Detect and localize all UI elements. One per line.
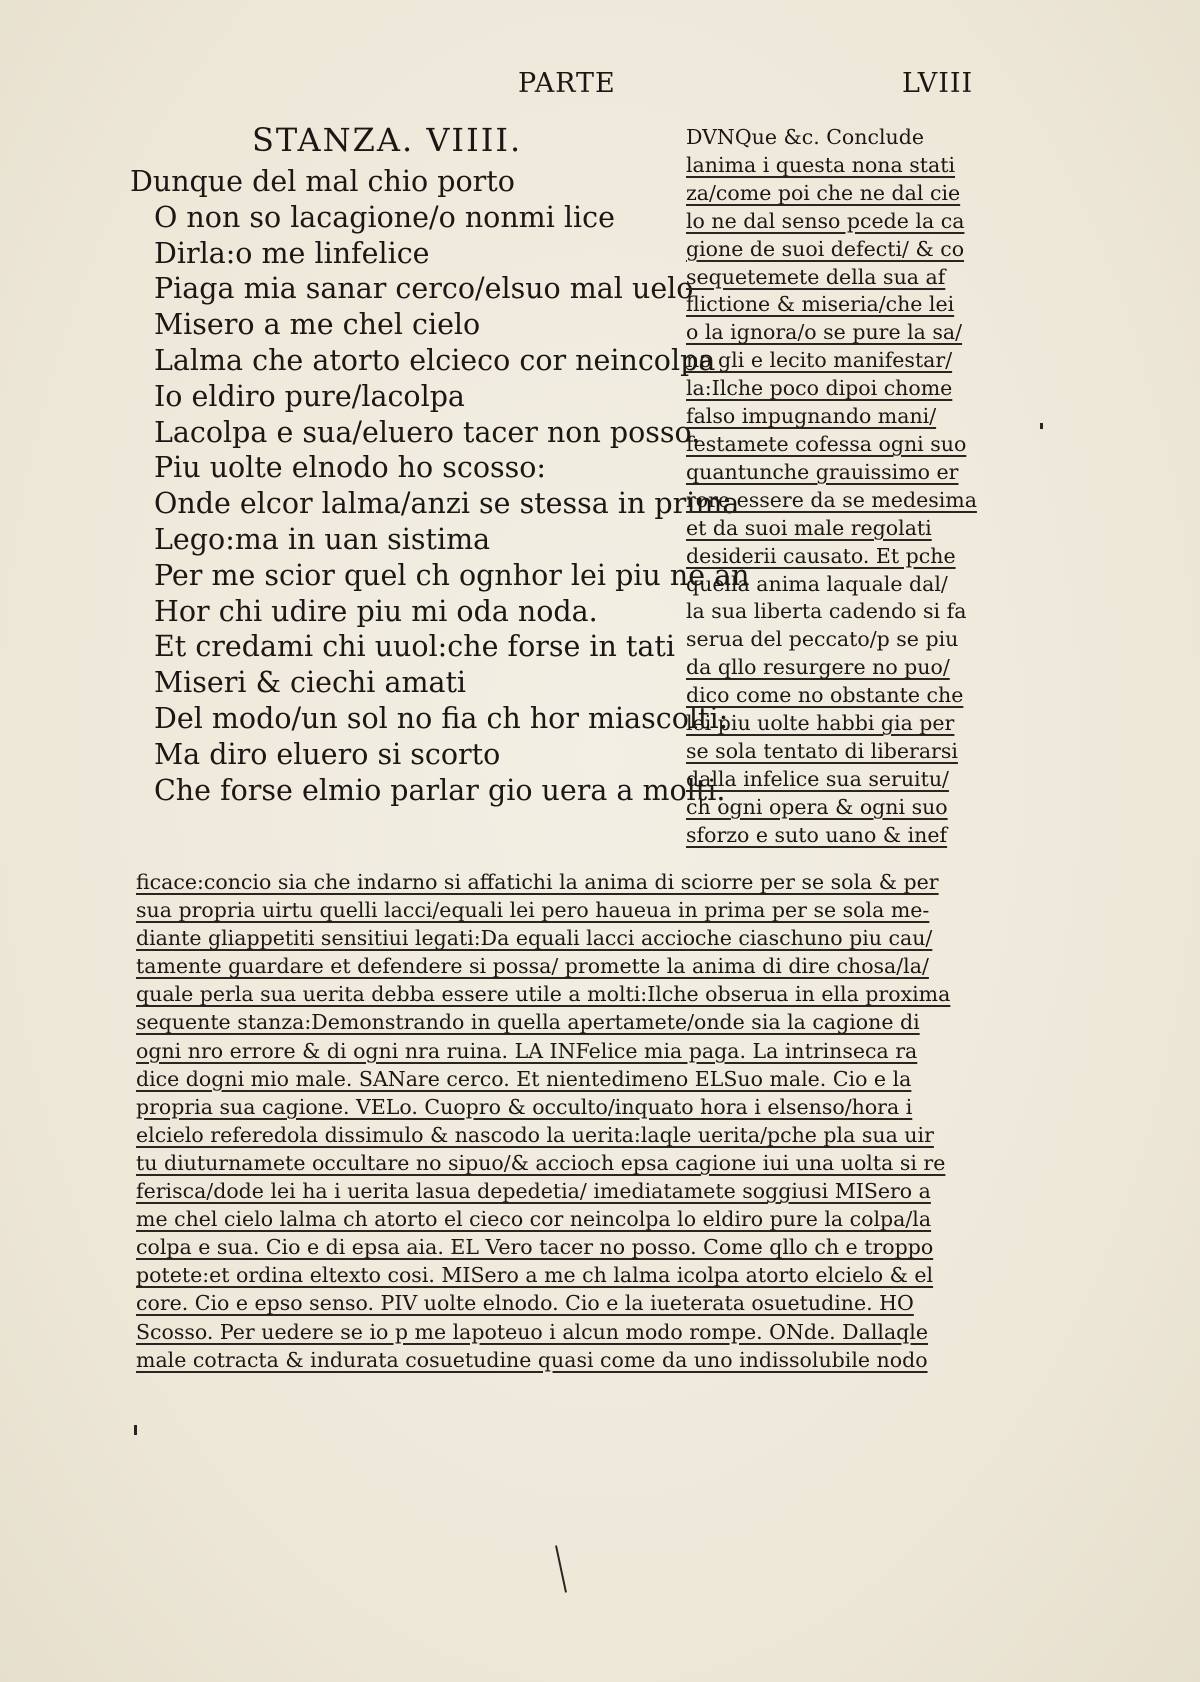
commentary-line: falso impugnando mani/ [686,404,937,429]
commentary-line: et da suoi male regolati [686,515,932,540]
commentary-line: dico come no obstante che [686,683,964,708]
verse-lines [130,164,750,808]
running-title: PARTE [518,68,616,99]
stanza-heading: STANZA. VIIII. [252,121,523,159]
commentary-line: lo ne dal senso pcede la ca [686,208,965,233]
verse-line: Per me scior quel ch ognhor lei piu ne an [154,558,750,592]
commentary-line: desiderii causato. Et pche [686,543,956,568]
verse-line: Io eldiro pure/lacolpa [154,379,465,413]
commentary-line: sua propria uirtu quelli lacci/equali lei pero haueua in prima per se sola me- [136,898,930,923]
commentary-line: potete:et ordina eltexto cosi. MISero a me ch lalma icolpa atorto elcielo & el [136,1263,934,1288]
commentary-line: za/come poi che ne dal cie [686,180,961,205]
commentary-line: se sola tentato di liberarsi [686,738,958,763]
commentary-line: ogni nro errore & di ogni nra ruina. LA INFelice mia paga. La intrinseca ra [136,1038,918,1063]
commentary-line: quale perla sua uerita debba essere utile a molti:Ilche obserua in ella proxima [136,982,951,1007]
commentary-line: male cotracta & indurata cosuetudine quasi come da uno indissolubile nodo [136,1347,928,1372]
commentary-line: gione de suoi defecti/ & co [686,236,965,261]
commentary-line: lei piu uolte habbi gia per [686,711,955,736]
commentary-line: da qllo resurgere no puo/ [686,655,950,680]
commentary-line: elcielo referedola dissimulo & nascodo la uerita:laqle uerita/pche pla sua uir [136,1122,934,1147]
commentary-line: la:Ilche poco dipoi chome [686,376,953,401]
verse-line: O non so lacagione/o nonmi lice [154,200,615,234]
commentary-line: festamete cofessa ogni suo [686,431,967,456]
commentary-line: tu diuturnamete occultare no sipuo/& accioch epsa cagione iui una uolta si re [136,1150,946,1175]
verse-line: Et credami chi uuol:che forse in tati [154,630,675,664]
verse-line: Del modo/un sol no fia ch hor miascolti: [154,701,729,735]
commentary-line: la sua liberta cadendo si fa [686,599,967,624]
paper-speck [134,1425,137,1435]
verse-line: Dunque del mal chio porto [130,165,515,198]
commentary-line: sforzo e suto uano & inef [686,822,948,847]
commentary-line: core. Cio e epso senso. PIV uolte elnodo. Cio e la iueterata osuetudine. HO [136,1291,914,1316]
commentary-line: tamente guardare et defendere si possa/ promette la anima di dire chosa/la/ [136,954,929,979]
commentary-line: serua del peccato/p se piu [686,627,959,652]
commentary-line: me chel cielo lalma ch atorto el cieco cor neincolpa lo eldiro pure la colpa/la [136,1207,932,1232]
verse-line: Lego:ma in uan sistima [154,522,491,556]
commentary-line: flictione & miseria/che lei [686,292,955,317]
commentary-line: lanima i questa nona stati [686,152,956,177]
verse-line: Onde elcor lalma/anzi se stessa in prima [154,487,740,521]
commentary-line: sequente stanza:Demonstrando in quella apertamete/onde sia la cagione di [136,1010,920,1035]
commentary-line: quantunche grauissimo er [686,459,959,484]
verse-line: Che forse elmio parlar gio uera a molti. [154,773,726,807]
commentary-line: ferisca/dode lei ha i uerita lasua depedetia/ imediatamete soggiusi MISero a [136,1179,931,1204]
commentary-line: no gli e lecito manifestar/ [686,348,953,373]
commentary-column [686,124,986,850]
verse-line: Ma diro eluero si scorto [154,737,501,771]
page-header [0,68,1200,108]
commentary-line: rore essere da se medesima [686,487,977,512]
commentary-line: Scosso. Per uedere se io p me lapoteuo i alcun modo rompe. ONde. Dallaqle [136,1319,928,1344]
commentary-line: colpa e sua. Cio e di epsa aia. EL Vero tacer no posso. Come qllo ch e troppo [136,1235,934,1260]
folio-number: LVIII [902,68,974,99]
commentary-line: dice dogni mio male. SANare cerco. Et nientedimeno ELSuo male. Cio e la [136,1066,912,1091]
commentary-line: ch ogni opera & ogni suo [686,794,948,819]
commentary-line: quella anima laquale dal/ [686,571,948,596]
commentary-line: diante gliappetiti sensitiui legati:Da equali lacci accioche ciaschuno piu cau/ [136,926,933,951]
commentary-line: dalla infelice sua seruitu/ [686,766,949,791]
stanza-block [130,120,750,808]
paper-speck [1040,423,1043,429]
verse-line: Piaga mia sanar cerco/elsuo mal uelo [154,272,694,306]
commentary-line: propria sua cagione. VELo. Cuopro & occulto/inquato hora i elsenso/hora i [136,1094,913,1119]
paper-mark [555,1545,567,1592]
commentary-line: ficace:concio sia che indarno si affatichi la anima di sciorre per se sola & per [136,870,939,894]
verse-line: Lalma che atorto elcieco cor neincolpa [154,343,716,377]
commentary-line: o la ignora/o se pure la sa/ [686,320,963,345]
verse-line: Dirla:o me linfelice [154,236,430,270]
verse-line: Lacolpa e sua/eluero tacer non posso. [154,415,701,449]
commentary-line: sequetemete della sua af [686,264,946,289]
verse-line: Hor chi udire piu mi oda noda. [154,594,598,628]
commentary-line: DVNQue &c. Conclude [686,125,924,149]
verse-line: Miseri & ciechi amati [154,666,467,700]
verse-line: Misero a me chel cielo [154,308,481,342]
verse-line: Piu uolte elnodo ho scosso: [154,451,547,485]
commentary-full-width [136,868,996,1374]
